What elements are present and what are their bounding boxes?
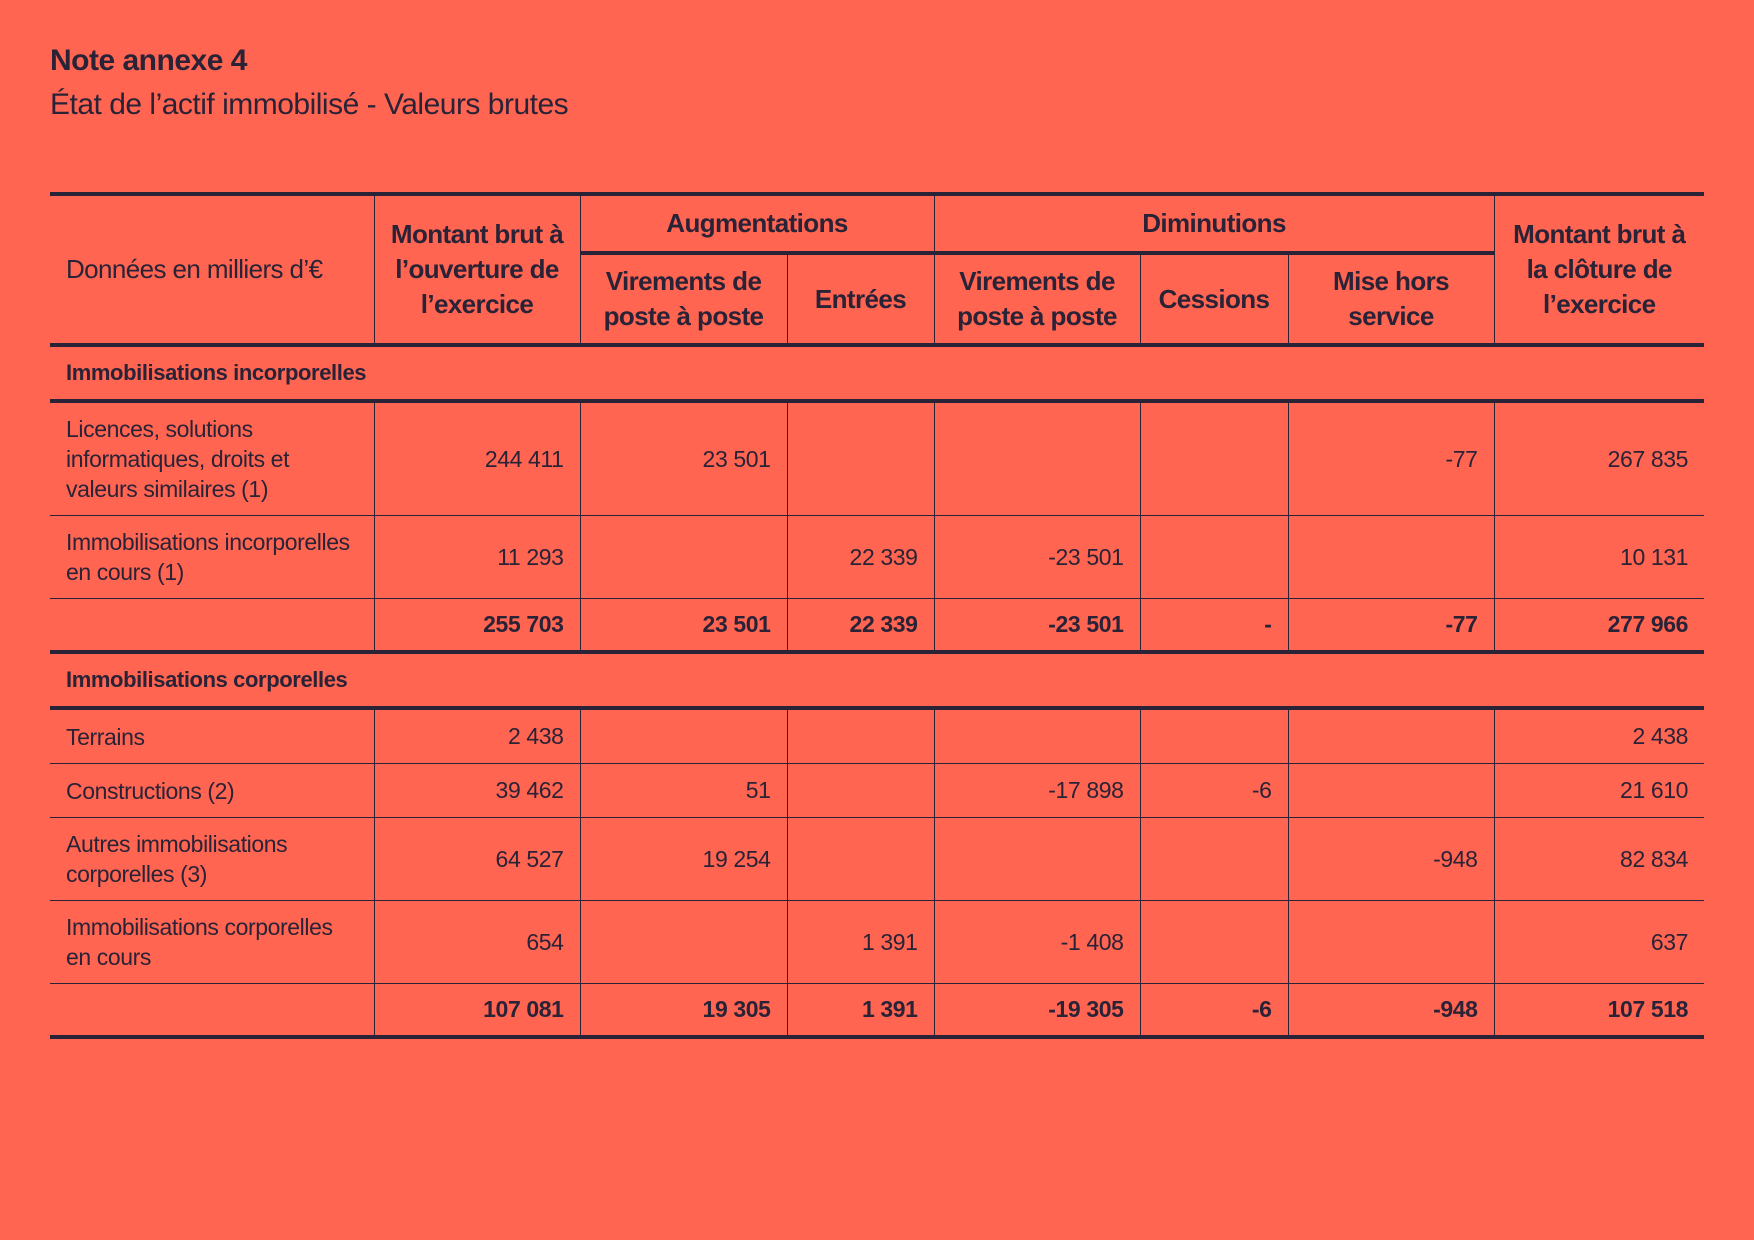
header-diminutions: Diminutions (934, 194, 1494, 253)
header-closing: Montant brut à la clôture de l’exercice (1494, 194, 1704, 345)
cell-dim-retired: -948 (1288, 818, 1494, 901)
total-dim-disposals: - (1140, 599, 1288, 653)
table-row (50, 401, 1704, 516)
units-label: Données en milliers d’€ (50, 194, 374, 345)
row-label: Autres immobilisations corporelles (3) (50, 818, 374, 901)
cell-aug-entries: 22 339 (787, 516, 934, 599)
total-dim-disposals: -6 (1140, 984, 1288, 1038)
cell-dim-disposals (1140, 901, 1288, 984)
header-aug-transfers: Virements de poste à poste (580, 253, 787, 345)
cell-dim-disposals (1140, 516, 1288, 599)
total-opening: 255 703 (374, 599, 580, 653)
cell-aug-transfers (580, 901, 787, 984)
cell-dim-retired (1288, 516, 1494, 599)
fixed-assets-table (50, 192, 1704, 1039)
cell-dim-transfers: -1 408 (934, 901, 1140, 984)
cell-opening: 11 293 (374, 516, 580, 599)
header-opening: Montant brut à l’ouverture de l’exercice (374, 194, 580, 345)
cell-aug-entries (787, 401, 934, 516)
cell-aug-transfers (580, 516, 787, 599)
header-dim-disposals: Cessions (1140, 253, 1288, 345)
table-row (50, 764, 1704, 818)
cell-dim-transfers (934, 401, 1140, 516)
header-dim-transfers: Virements de poste à poste (934, 253, 1140, 345)
section-title-intangible: Immobilisations incorporelles (50, 345, 1704, 401)
cell-opening: 244 411 (374, 401, 580, 516)
row-label: Licences, solutions informatiques, droits et valeurs similaires (1) (50, 401, 374, 516)
cell-dim-retired (1288, 901, 1494, 984)
total-aug-transfers: 23 501 (580, 599, 787, 653)
cell-dim-transfers (934, 818, 1140, 901)
cell-dim-retired (1288, 764, 1494, 818)
cell-dim-retired: -77 (1288, 401, 1494, 516)
total-closing: 277 966 (1494, 599, 1704, 653)
cell-opening: 64 527 (374, 818, 580, 901)
row-label: Constructions (2) (50, 764, 374, 818)
total-closing: 107 518 (1494, 984, 1704, 1038)
cell-aug-entries (787, 708, 934, 764)
cell-aug-transfers (580, 708, 787, 764)
total-aug-entries: 1 391 (787, 984, 934, 1038)
cell-opening: 39 462 (374, 764, 580, 818)
table-row (50, 516, 1704, 599)
cell-closing: 10 131 (1494, 516, 1704, 599)
cell-aug-entries (787, 818, 934, 901)
cell-dim-disposals (1140, 401, 1288, 516)
cell-opening: 2 438 (374, 708, 580, 764)
cell-closing: 267 835 (1494, 401, 1704, 516)
total-dim-transfers: -23 501 (934, 599, 1140, 653)
cell-dim-disposals (1140, 708, 1288, 764)
cell-dim-transfers: -23 501 (934, 516, 1140, 599)
total-label (50, 984, 374, 1038)
header-aug-entries: Entrées (787, 253, 934, 345)
total-dim-retired: -948 (1288, 984, 1494, 1038)
note-subtitle: État de l’actif immobilisé - Valeurs brutes (50, 88, 569, 121)
cell-dim-disposals (1140, 818, 1288, 901)
cell-closing: 2 438 (1494, 708, 1704, 764)
total-aug-entries: 22 339 (787, 599, 934, 653)
table-row (50, 901, 1704, 984)
cell-closing: 82 834 (1494, 818, 1704, 901)
total-label (50, 599, 374, 653)
cell-dim-transfers (934, 708, 1140, 764)
table-row (50, 818, 1704, 901)
total-row (50, 599, 1704, 653)
total-opening: 107 081 (374, 984, 580, 1038)
cell-aug-transfers: 23 501 (580, 401, 787, 516)
cell-dim-retired (1288, 708, 1494, 764)
header-augmentations: Augmentations (580, 194, 934, 253)
page (50, 40, 1704, 1022)
cell-aug-entries: 1 391 (787, 901, 934, 984)
note-title: Note annexe 4 (50, 44, 247, 77)
header-dim-retired: Mise hors service (1288, 253, 1494, 345)
table-row (50, 708, 1704, 764)
total-dim-transfers: -19 305 (934, 984, 1140, 1038)
cell-dim-transfers: -17 898 (934, 764, 1140, 818)
cell-aug-transfers: 51 (580, 764, 787, 818)
cell-dim-disposals: -6 (1140, 764, 1288, 818)
cell-aug-transfers: 19 254 (580, 818, 787, 901)
total-aug-transfers: 19 305 (580, 984, 787, 1038)
cell-opening: 654 (374, 901, 580, 984)
total-dim-retired: -77 (1288, 599, 1494, 653)
cell-aug-entries (787, 764, 934, 818)
row-label: Immobilisations incorporelles en cours (1) (50, 516, 374, 599)
row-label: Terrains (50, 708, 374, 764)
section-title-tangible: Immobilisations corporelles (50, 652, 1704, 708)
cell-closing: 637 (1494, 901, 1704, 984)
cell-closing: 21 610 (1494, 764, 1704, 818)
total-row (50, 984, 1704, 1038)
row-label: Immobilisations corporelles en cours (50, 901, 374, 984)
